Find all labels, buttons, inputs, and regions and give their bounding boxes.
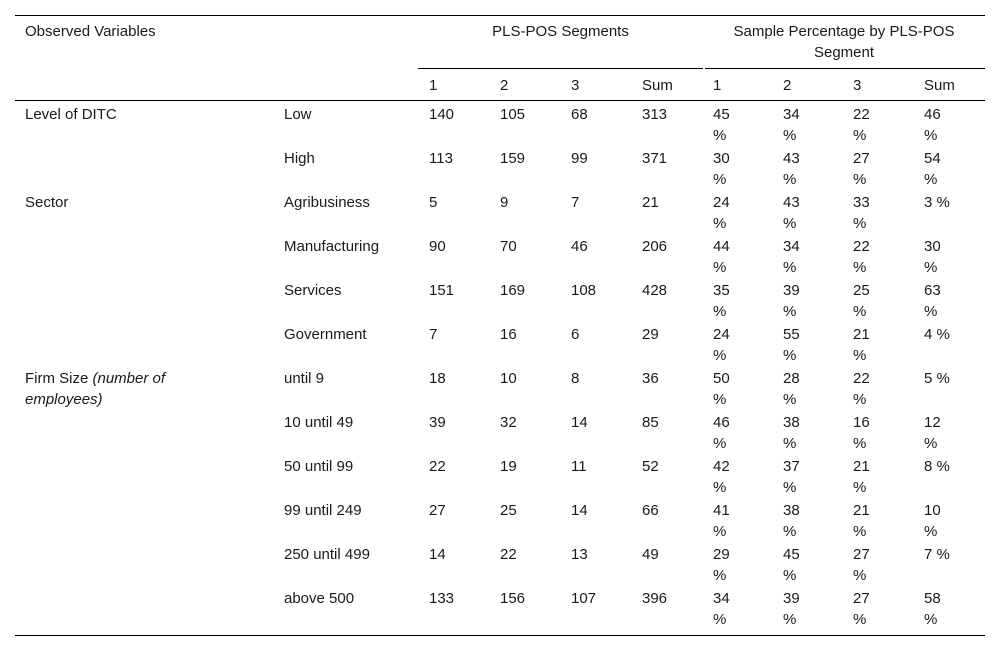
percentage-cell: 45 % [713,106,730,144]
row-group-label [25,192,195,213]
count-sum-cell: 396 [642,590,668,607]
percentage-cell: 25 % [853,282,870,320]
percentage-cell: 46 % [713,414,730,452]
count-cell: 19 [500,458,517,475]
count-cell: 25 [500,502,517,519]
percentage-cell: 50 % [713,370,730,408]
count-cell: 70 [500,238,517,255]
count-cell: 8 [571,370,580,387]
count-sum-cell: 371 [642,150,668,167]
count-cell: 10 [500,370,517,387]
percentage-cell: 30 % [713,150,730,188]
count-cell: 39 [429,414,446,431]
percentage-cell: 39 % [783,282,800,320]
count-cell: 46 [571,238,588,255]
count-cell: 151 [429,282,455,299]
row-label: Low [284,106,312,123]
count-cell: 5 [429,194,438,211]
row-label: Government [284,326,367,343]
percentage-cell: 45 % [783,546,800,584]
percentage-cell: 43 % [783,150,800,188]
count-cell: 11 [571,458,587,475]
count-cell: 32 [500,414,517,431]
percentage-cell: 39 % [783,590,800,628]
row-label: 99 until 249 [284,502,362,519]
subheader-count-3: 3 [571,77,580,94]
count-cell: 7 [571,194,580,211]
percentage-cell: 29 % [713,546,730,584]
percentage-cell: 41 % [713,502,730,540]
count-cell: 113 [429,150,453,167]
bottom-rule [15,635,985,636]
row-group-text: Firm Size [25,370,93,387]
percentage-cell: 24 % [713,326,730,364]
count-cell: 105 [500,106,526,123]
subheader-count-2: 2 [500,77,509,94]
count-cell: 90 [429,238,446,255]
percentage-cell: 16 % [853,414,870,452]
count-cell: 18 [429,370,446,387]
row-group-text: Level of DITC [25,106,117,123]
count-cell: 107 [571,590,597,607]
count-cell: 6 [571,326,580,343]
count-sum-cell: 66 [642,502,659,519]
percentage-sum-cell: 10 % [924,502,941,540]
row-label: 50 until 99 [284,458,354,475]
percentage-sum-cell: 63 % [924,282,941,320]
count-cell: 140 [429,106,455,123]
percentage-cell: 34 % [713,590,730,628]
percentage-sum-cell: 30 % [924,238,941,276]
count-sum-cell: 29 [642,326,659,343]
count-cell: 99 [571,150,588,167]
percentage-cell: 43 % [783,194,800,232]
percentage-sum-cell: 12 % [924,414,941,452]
count-cell: 13 [571,546,588,563]
percentage-sum-cell: 4 % [924,326,950,343]
count-cell: 133 [429,590,455,607]
percentage-cell: 34 % [783,238,800,276]
row-label: until 9 [284,370,325,387]
percentage-cell: 21 % [853,326,870,364]
percentage-cell: 28 % [783,370,800,408]
percentage-cell: 22 % [853,370,870,408]
percentage-cell: 37 % [783,458,800,496]
count-sum-cell: 52 [642,458,659,475]
count-cell: 16 [500,326,517,343]
percentage-sum-cell: 46 % [924,106,941,144]
row-group-label [25,104,195,125]
row-label: Services [284,282,342,299]
header-observed-variables: Observed Variables [25,23,156,40]
row-label: 10 until 49 [284,414,354,431]
row-label: 250 until 499 [284,546,370,563]
count-cell: 159 [500,150,526,167]
count-sum-cell: 428 [642,282,668,299]
percentage-cell: 44 % [713,238,730,276]
subheader-count-1: 1 [429,77,438,94]
percentage-cell: 42 % [713,458,730,496]
percentage-cell: 35 % [713,282,730,320]
percentage-sum-cell: 7 % [924,546,950,563]
count-sum-cell: 206 [642,238,668,255]
count-cell: 7 [429,326,438,343]
count-cell: 68 [571,106,588,123]
percentage-sum-cell: 8 % [924,458,950,475]
count-cell: 27 [429,502,446,519]
header-pls-pos-segments: PLS-POS Segments [492,23,629,40]
percentage-cell: 55 % [783,326,800,364]
subheader-pct-1: 1 [713,77,722,94]
count-cell: 14 [571,502,588,519]
percentage-sum-cell: 58 % [924,590,941,628]
count-sum-cell: 36 [642,370,659,387]
count-sum-cell: 49 [642,546,659,563]
percentage-cell: 21 % [853,502,870,540]
row-label: above 500 [284,590,355,607]
row-label: High [284,150,315,167]
count-cell: 22 [429,458,446,475]
header-bottom-rule [15,100,985,101]
subheader-pct-sum: Sum [924,77,955,94]
percentage-sum-cell: 5 % [924,370,950,387]
row-group-label [25,368,195,410]
group-header-rule-right [705,68,985,69]
subheader-pct-2: 2 [783,77,792,94]
count-cell: 156 [500,590,526,607]
subheader-pct-3: 3 [853,77,862,94]
percentage-cell: 22 % [853,106,870,144]
row-label: Manufacturing [284,238,380,255]
row-label: Agribusiness [284,194,370,211]
count-sum-cell: 85 [642,414,659,431]
count-cell: 14 [429,546,446,563]
percentage-cell: 27 % [853,150,870,188]
percentage-cell: 34 % [783,106,800,144]
percentage-cell: 21 % [853,458,870,496]
percentage-sum-cell: 54 % [924,150,941,188]
count-cell: 169 [500,282,526,299]
count-cell: 14 [571,414,588,431]
percentage-cell: 38 % [783,502,800,540]
group-header-rule-left [418,68,703,69]
subheader-count-sum: Sum [642,77,673,94]
percentage-cell: 38 % [783,414,800,452]
percentage-cell: 22 % [853,238,870,276]
percentage-sum-cell: 3 % [924,194,950,211]
count-sum-cell: 21 [642,194,659,211]
count-cell: 9 [500,194,509,211]
row-group-note: (number of employees) [25,370,166,408]
row-group-text: Sector [25,194,69,211]
count-cell: 108 [571,282,597,299]
header-sample-percentage: Sample Percentage by PLS-POS Segment [733,23,955,61]
count-cell: 22 [500,546,517,563]
percentage-cell: 27 % [853,546,870,584]
count-sum-cell: 313 [642,106,668,123]
percentage-cell: 24 % [713,194,730,232]
percentage-cell: 33 % [853,194,870,232]
top-rule [15,15,985,16]
percentage-cell: 27 % [853,590,870,628]
